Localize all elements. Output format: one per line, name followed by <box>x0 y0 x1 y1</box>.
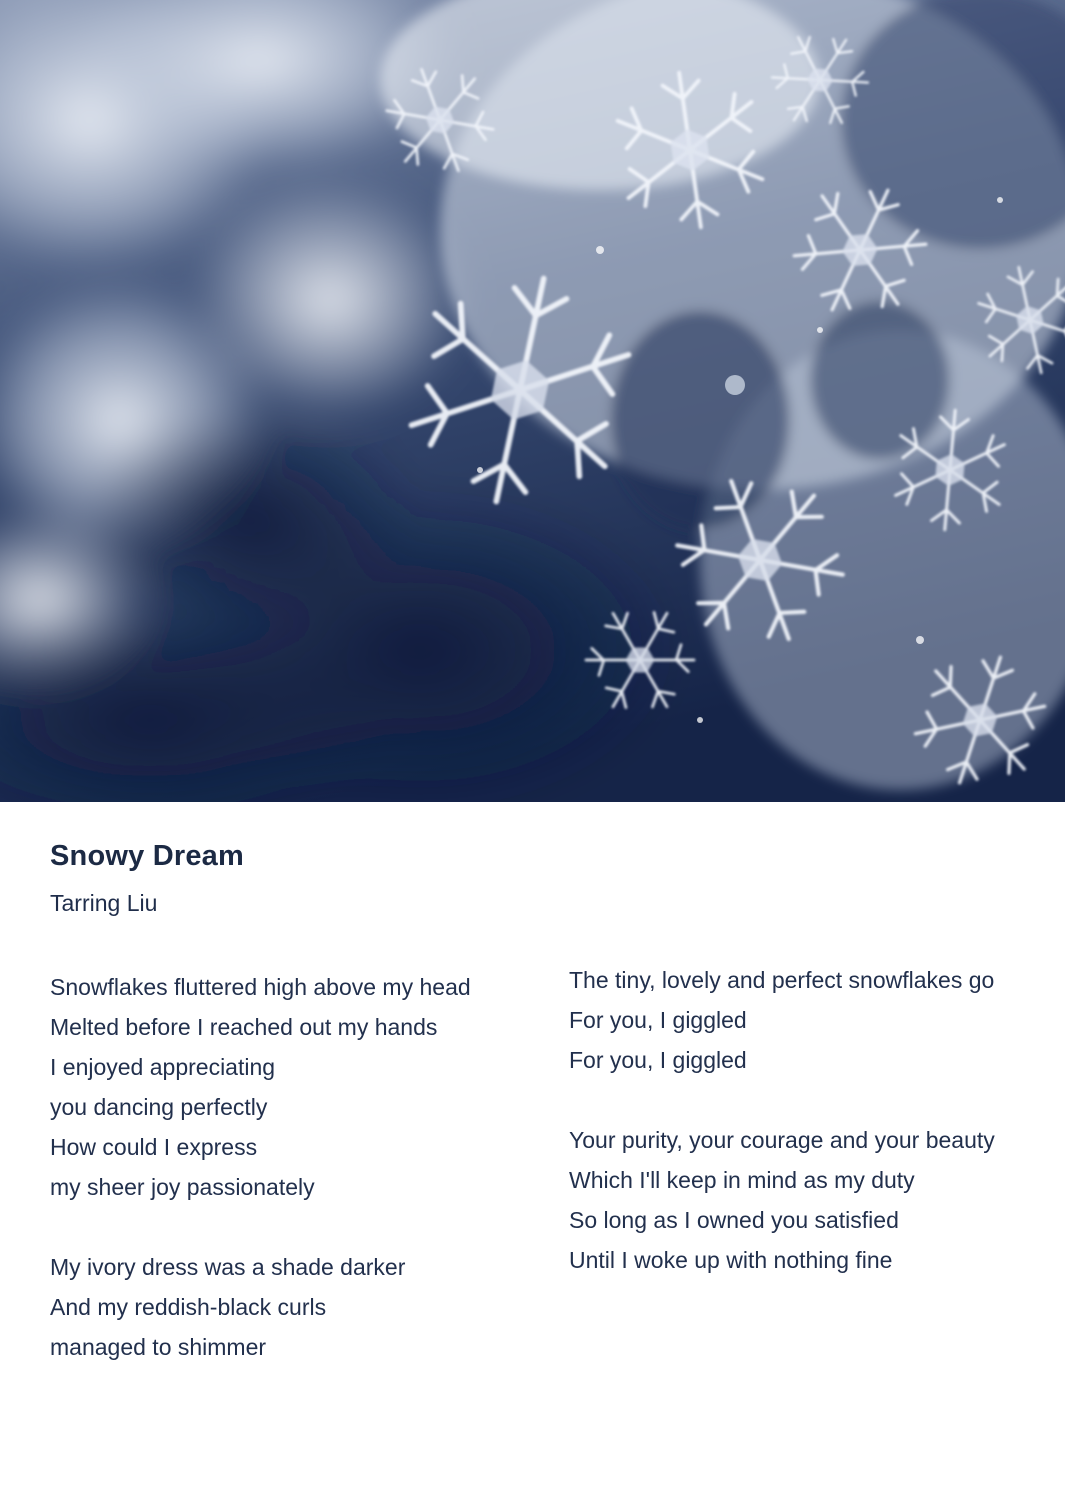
poem-title: Snowy Dream <box>50 840 244 872</box>
poem-line: So long as I owned you satisfied <box>569 1207 899 1233</box>
poem-author: Tarring Liu <box>50 890 158 916</box>
poem-line: Which I'll keep in mind as my duty <box>569 1167 915 1193</box>
poem-line: And my reddish-black curls <box>50 1294 327 1320</box>
stanza <box>50 1247 530 1367</box>
poem-line: The tiny, lovely and perfect snowflakes go <box>569 967 995 993</box>
poem-line: Melted before I reached out my hands <box>50 1014 438 1040</box>
stanza <box>50 967 530 1207</box>
poem-left-column <box>50 967 530 1407</box>
poem-line: you dancing perfectly <box>50 1094 268 1120</box>
poem-line: managed to shimmer <box>50 1334 267 1360</box>
poem-line: Until I woke up with nothing fine <box>569 1247 893 1273</box>
poem-line: My ivory dress was a shade darker <box>50 1254 406 1280</box>
stanza <box>569 1120 1049 1280</box>
poem-line: For you, I giggled <box>569 1007 747 1033</box>
poem-right-column <box>569 960 1049 1320</box>
poem-line: For you, I giggled <box>569 1047 747 1073</box>
poem-line: How could I express <box>50 1134 258 1160</box>
poem-section <box>0 802 1065 1512</box>
poem-line: my sheer joy passionately <box>50 1174 315 1200</box>
poem-line: Your purity, your courage and your beauty <box>569 1127 995 1153</box>
poem-line: I enjoyed appreciating <box>50 1054 276 1080</box>
poem-line: Snowflakes fluttered high above my head <box>50 974 471 1000</box>
stanza <box>569 960 1049 1080</box>
